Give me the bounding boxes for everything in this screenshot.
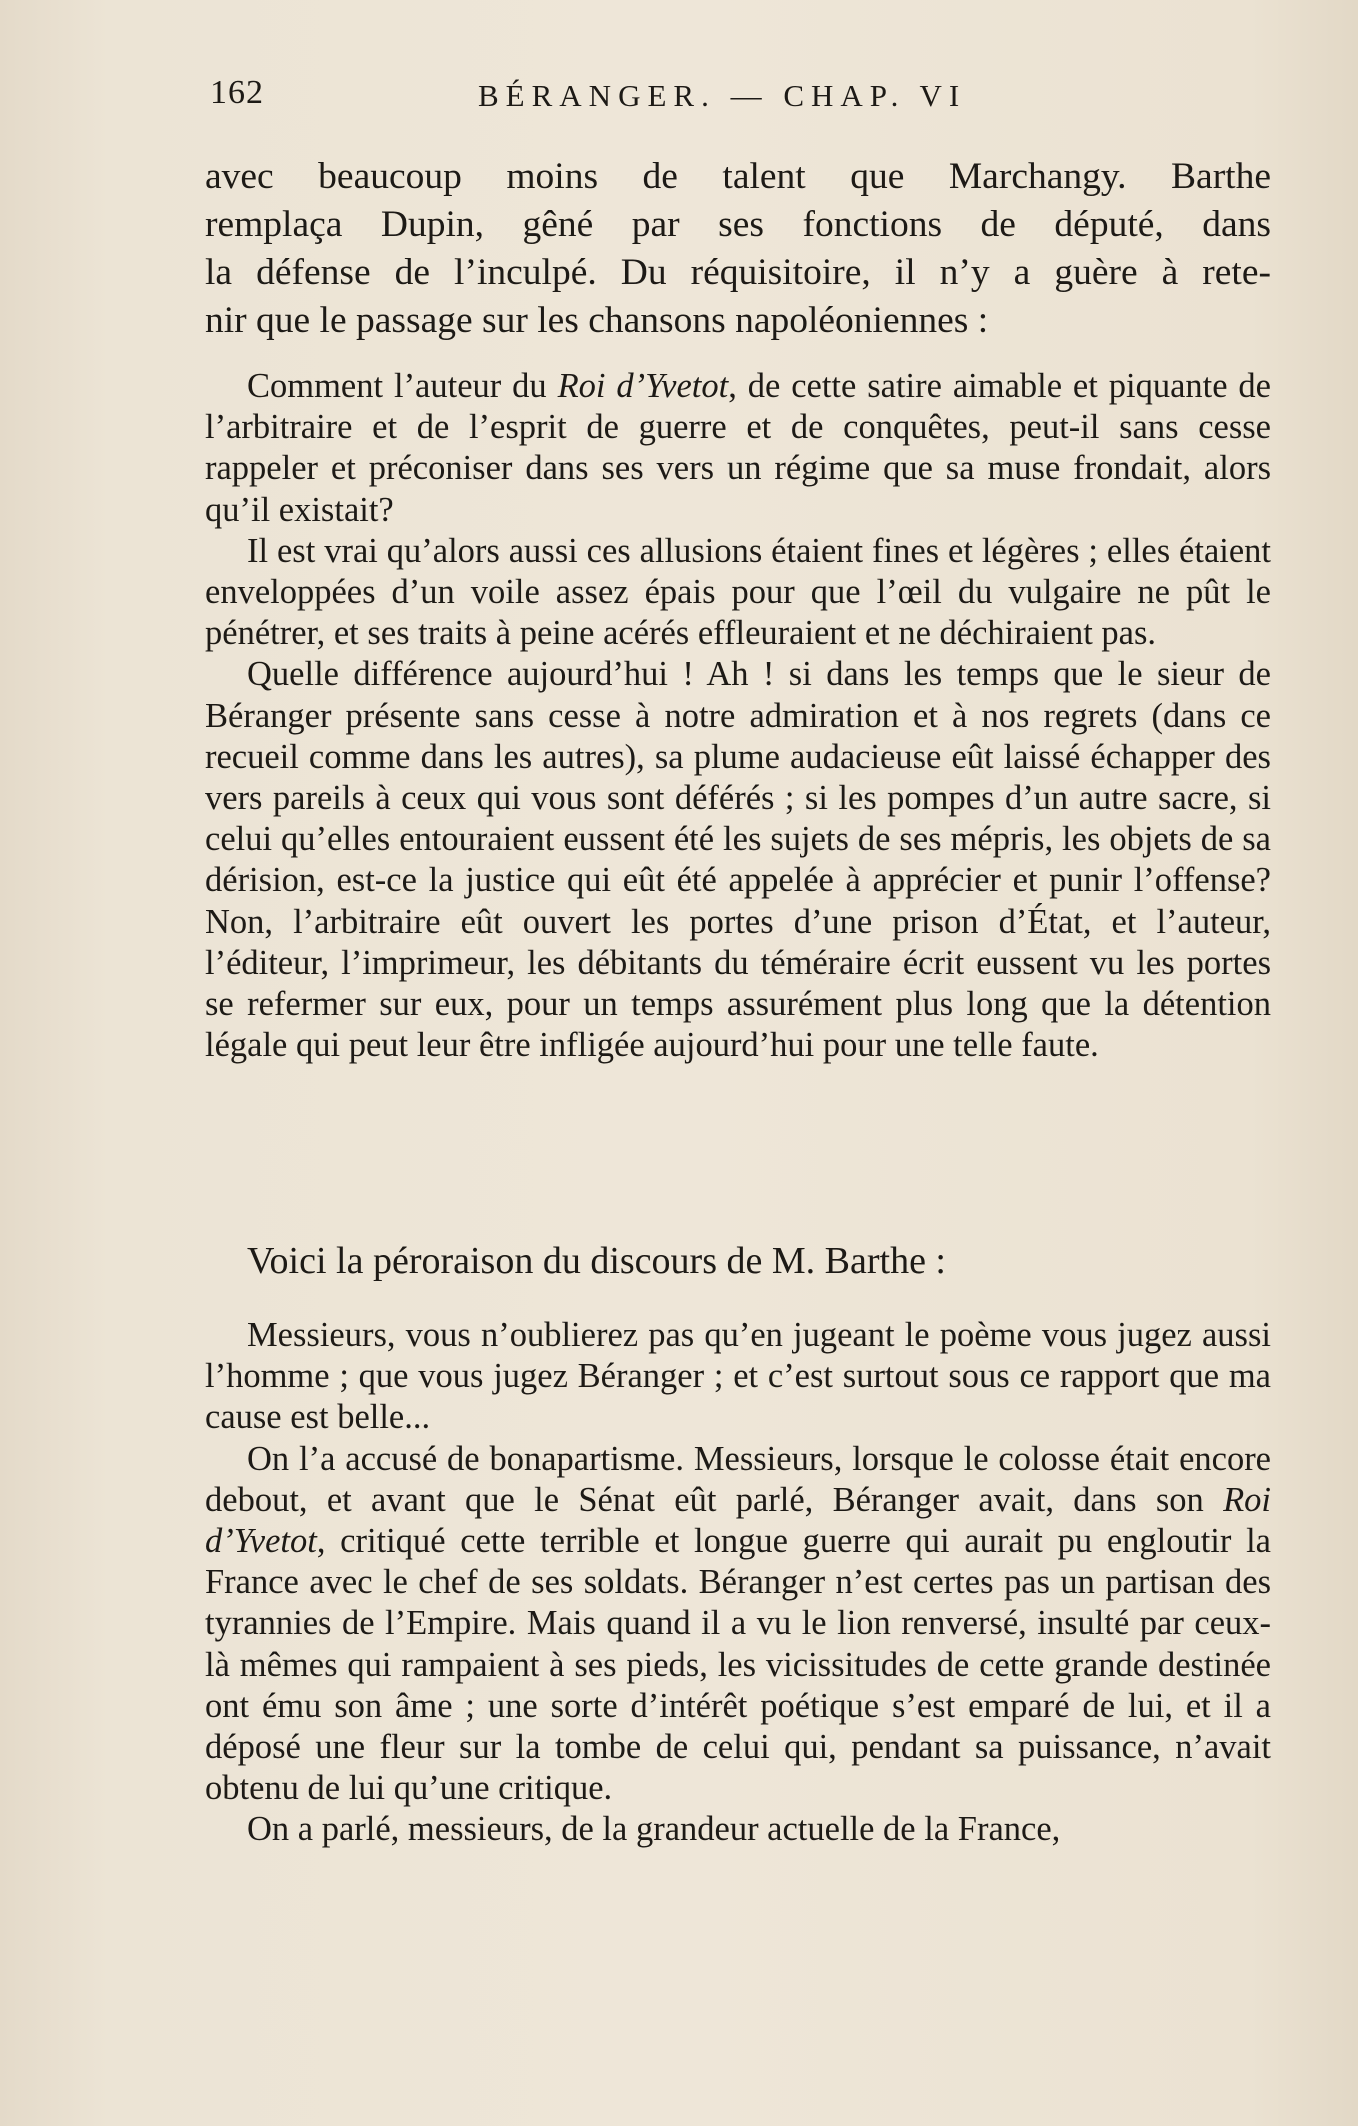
quote-paragraph: On a parlé, messieurs, de la grandeur actuelle de la France, — [247, 1810, 1061, 1849]
intro-paragraph — [205, 153, 1271, 345]
peroraison-quote — [205, 1315, 1271, 1851]
work-title: Roi d’Yvetot — [205, 1480, 1271, 1561]
quote-text: Comment l’auteur du — [247, 367, 558, 405]
intro-line: nir que le passage sur les chansons napoléoniennes : — [205, 300, 989, 341]
quote-text: , de cette satire aimable et piquante de l’arbitraire et de l’esprit de guerre et de conquêtes, peut-il sans cesse rappeler et préconiser dans ses vers un régime que sa muse frondait, alors qu’il existait? — [205, 367, 1271, 529]
quote-paragraph: Quelle différence aujourd’hui ! Ah ! si dans les temps que le sieur de Béranger présente sans cesse à notre admiration et à nos regrets (dans ce recueil comme dans les autres), sa plume audacieuse eût laissé échapper des vers pareils à ceux qui vous sont déférés ; si les pompes d’un autre sacre, si celui qu’elles entouraient eussent été les sujets de ses mépris, les objets de sa dérision, est-ce la justice qui eût été appelée à apprécier et punir l’offense? Non, l’arbitraire eût ouvert les portes d’une prison d’État, et l’auteur, l’éditeur, l’imprimeur, les débitants du téméraire écrit eussent vu les portes se refermer sur eux, pour un temps assurément plus long que la détention légale qui peut leur être infligée aujourd’hui pour une telle faute. — [205, 655, 1271, 1065]
transition-text: Voici la péroraison du discours de M. Barthe : — [247, 1240, 946, 1282]
quote-paragraph: Messieurs, vous n’oublierez pas qu’en jugeant le poème vous jugez aussi l’homme ; que vous jugez Béranger ; et c’est surtout sous ce rapport que ma cause est belle... — [205, 1316, 1271, 1437]
work-title: Roi d’Yvetot — [557, 367, 729, 405]
intro-line: la défense de l’inculpé. Du réquisitoire, il n’y a guère à rete- — [205, 252, 1271, 293]
intro-line: avec beaucoup moins de talent que Marchangy. Barthe — [205, 156, 1271, 197]
quote-paragraph — [205, 1439, 1271, 1810]
requisitoire-quote — [205, 366, 1271, 1066]
quote-paragraph: Il est vrai qu’alors aussi ces allusions étaient fines et légères ; elles étaient enveloppées d’un voile assez épais pour que l’œil du vulgaire ne pût le pénétrer, et ses traits à peine acérés effleuraient et ne déchiraient pas. — [205, 531, 1271, 653]
quote-text: , critiqué cette terrible et longue guerre qui aurait pu engloutir la France avec le chef de ses soldats. Béranger n’est certes pas un partisan des tyrannies de l’Empire. Mais quand il a vu le lion renversé, insulté par ceux-là mêmes qui rampaient à ses pieds, les vicissitudes de cette grande destinée ont ému son âme ; une sorte d’intérêt poétique s’est emparé de lui, et il a déposé une fleur sur la tombe de celui qui, pendant sa puissance, n’avait obtenu de lui qu’une critique. — [205, 1522, 1271, 1808]
quote-text: On l’a accusé de bonapartisme. Messieurs, lorsque le colosse était encore debout, et avant que le Sénat eût parlé, Béranger avait, dans son — [205, 1439, 1271, 1519]
running-head — [210, 74, 1040, 124]
running-title: BÉRANGER. — CHAP. VI — [478, 78, 967, 113]
intro-line: remplaça Dupin, gêné par ses fonctions de député, dans — [205, 204, 1271, 245]
transition-paragraph — [205, 1237, 1271, 1285]
page-number: 162 — [210, 74, 264, 111]
quote-paragraph — [205, 366, 1271, 531]
